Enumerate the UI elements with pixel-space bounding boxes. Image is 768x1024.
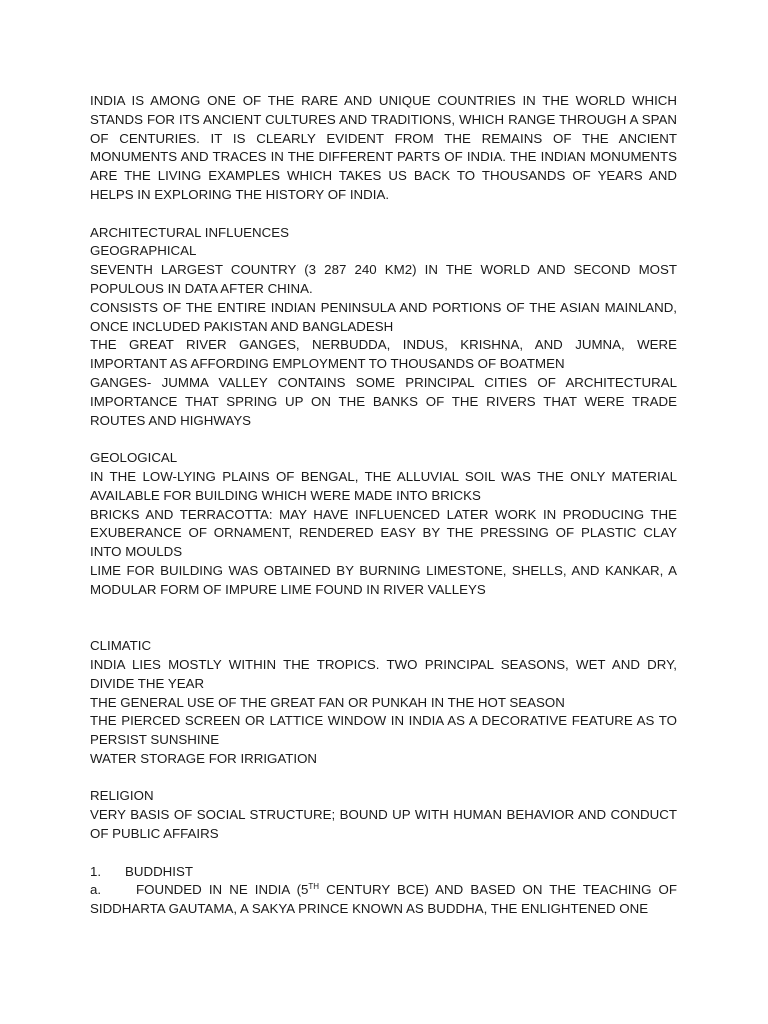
climatic-item: THE PIERCED SCREEN OR LATTICE WINDOW IN INDIA AS A DECORATIVE FEATURE AS TO PERSIST SUNSHINE: [90, 713, 677, 748]
religion-item: VERY BASIS OF SOCIAL STRUCTURE; BOUND UP WITH HUMAN BEHAVIOR AND CONDUCT OF PUBLIC AFFAIRS: [90, 807, 677, 842]
geological-item: IN THE LOW-LYING PLAINS OF BENGAL, THE ALLUVIAL SOIL WAS THE ONLY MATERIAL AVAILABLE FOR BUILDING WHICH WERE MADE INTO BRICKS: [90, 468, 677, 503]
lettered-list-item: [90, 881, 677, 919]
intro-paragraph: INDIA IS AMONG ONE OF THE RARE AND UNIQUE COUNTRIES IN THE WORLD WHICH STANDS FOR ITS ANCIENT CULTURES AND TRADITIONS, WHICH RANGE THROUGH A SPAN OF CENTURIES. IT IS CLEARLY EVIDENT FROM THE REMAINS OF THE ANCIENT MONUMENTS AND TRACES IN THE DIFFERENT PARTS OF INDIA. THE INDIAN MONUMENTS ARE THE LIVING EXAMPLES WHICH TAKES US BACK TO THOUSANDS OF YEARS AND HELPS IN EXPLORING THE HISTORY OF INDIA.: [90, 93, 677, 202]
geological-item: BRICKS AND TERRACOTTA: MAY HAVE INFLUENCED LATER WORK IN PRODUCING THE EXUBERANCE OF ORNAMENT, RENDERED EASY BY THE PRESSING OF PLASTIC CLAY INTO MOULDS: [90, 506, 677, 560]
spacer: [90, 769, 677, 788]
geographical-item: GANGES- JUMMA VALLEY CONTAINS SOME PRINCIPAL CITIES OF ARCHITECTURAL IMPORTANCE THAT SPRING UP ON THE BANKS OF THE RIVERS THAT WERE TRADE ROUTES AND HIGHWAYS: [90, 374, 677, 428]
climatic-item: THE GENERAL USE OF THE GREAT FAN OR PUNKAH IN THE HOT SEASON: [90, 694, 565, 710]
climatic-item: INDIA LIES MOSTLY WITHIN THE TROPICS. TWO PRINCIPAL SEASONS, WET AND DRY, DIVIDE THE YEAR: [90, 656, 677, 691]
list-item-text-post: CENTURY BCE) AND BASED ON THE TEACHING OF SIDDHARTA GAUTAMA, A SAKYA PRINCE KNOWN AS BUDDHA, THE ENLIGHTENED ONE: [90, 882, 677, 917]
list-number: 1.: [90, 863, 102, 879]
subheading-geological: GEOLOGICAL: [90, 450, 178, 466]
geographical-item: SEVENTH LARGEST COUNTRY (3 287 240 KM2) IN THE WORLD AND SECOND MOST POPULOUS IN DATA AFTER CHINA.: [90, 262, 677, 296]
document-page: [90, 92, 677, 919]
numbered-list-item: [90, 863, 677, 882]
list-item-text-pre: FOUNDED IN NE INDIA (5: [136, 882, 309, 898]
spacer: [90, 430, 677, 449]
subheading-geographical: GEOGRAPHICAL: [90, 243, 197, 259]
geological-item: LIME FOR BUILDING WAS OBTAINED BY BURNING LIMESTONE, SHELLS, AND KANKAR, A MODULAR FORM OF IMPURE LIME FOUND IN RIVER VALLEYS: [90, 562, 677, 597]
geographical-item: CONSISTS OF THE ENTIRE INDIAN PENINSULA AND PORTIONS OF THE ASIAN MAINLAND, ONCE INCLUDED PAKISTAN AND BANGLADESH: [90, 299, 677, 334]
geographical-item: THE GREAT RIVER GANGES, NERBUDDA, INDUS, KRISHNA, AND JUMNA, WERE IMPORTANT AS AFFORDING EMPLOYMENT TO THOUSANDS OF BOATMEN: [90, 337, 677, 372]
subheading-climatic: CLIMATIC: [90, 638, 152, 654]
subheading-religion: RELIGION: [90, 788, 154, 804]
superscript: TH: [308, 882, 320, 892]
spacer: [90, 205, 677, 224]
list-item-label: BUDDHIST: [125, 863, 193, 879]
spacer: [90, 600, 677, 638]
climatic-item: WATER STORAGE FOR IRRIGATION: [90, 750, 318, 766]
spacer: [90, 844, 677, 863]
list-letter: a.: [90, 882, 102, 898]
section-heading-architectural: ARCHITECTURAL INFLUENCES: [90, 224, 289, 240]
